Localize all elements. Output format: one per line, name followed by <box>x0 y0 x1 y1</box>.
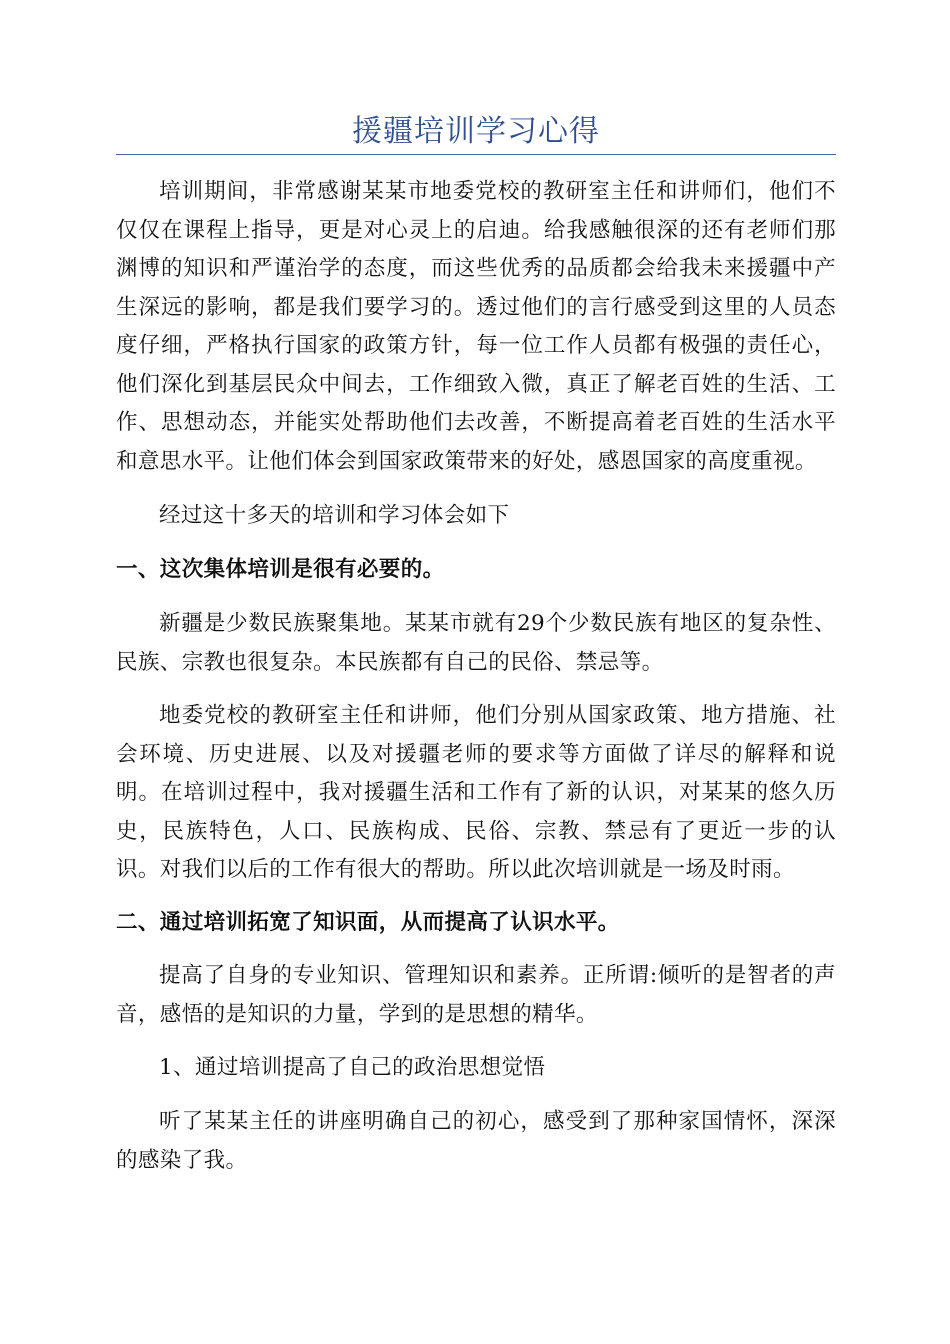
title-underline <box>116 154 836 155</box>
section-heading-2: 二、通过培训拓宽了知识面，从而提高了认识水平。 <box>116 910 620 935</box>
paragraph-knowledge: 提高了自身的专业知识、管理知识和素养。正所谓:倾听的是智者的声音，感悟的是知识的力量，学到的是思想的精华。 <box>116 963 836 1027</box>
subheading-1: 1、通过培训提高了自己的政治思想觉悟 <box>159 1055 546 1080</box>
paragraph-party-school: 地委党校的教研室主任和讲师，他们分别从国家政策、地方措施、社会环境、历史进展、以及对援疆老师的要求等方面做了详尽的解释和说明。在培训过程中，我对援疆生活和工作有了新的认识，对某某的悠久历史，民族特色，人口、民族构成、民俗、宗教、禁忌有了更近一步的认识。对我们以后的工作有很大的帮助。所以此次培训就是一场及时雨。 <box>116 703 836 882</box>
paragraph-lecture: 听了某某主任的讲座明确自己的初心，感受到了那种家国情怀，深深的感染了我。 <box>116 1109 836 1173</box>
paragraph-intro: 培训期间，非常感谢某某市地委党校的教研室主任和讲师们，他们不仅仅在课程上指导，更是对心灵上的启迪。给我感触很深的还有老师们那渊博的知识和严谨治学的态度，而这些优秀的品质都会给我未来援疆中产生深远的影响，都是我们要学习的。透过他们的言行感受到这里的人员态度仔细，严格执行国家的政策方针，每一位工作人员都有极强的责任心，他们深化到基层民众中间去，工作细致入微，真正了解老百姓的生活、工作、思想动态，并能实处帮助他们去改善，不断提高着老百姓的生活水平和意思水平。让他们体会到国家政策带来的好处，感恩国家的高度重视。 <box>116 179 836 474</box>
paragraph-summary-lead: 经过这十多天的培训和学习体会如下 <box>159 503 510 528</box>
document-title: 援疆培训学习心得 <box>352 114 600 149</box>
paragraph-xinjiang: 新疆是少数民族聚集地。某某市就有29个少数民族有地区的复杂性、民族、宗教也很复杂。本民族都有自己的民俗、禁忌等。 <box>116 611 836 675</box>
section-heading-1: 一、这次集体培训是很有必要的。 <box>116 557 445 582</box>
